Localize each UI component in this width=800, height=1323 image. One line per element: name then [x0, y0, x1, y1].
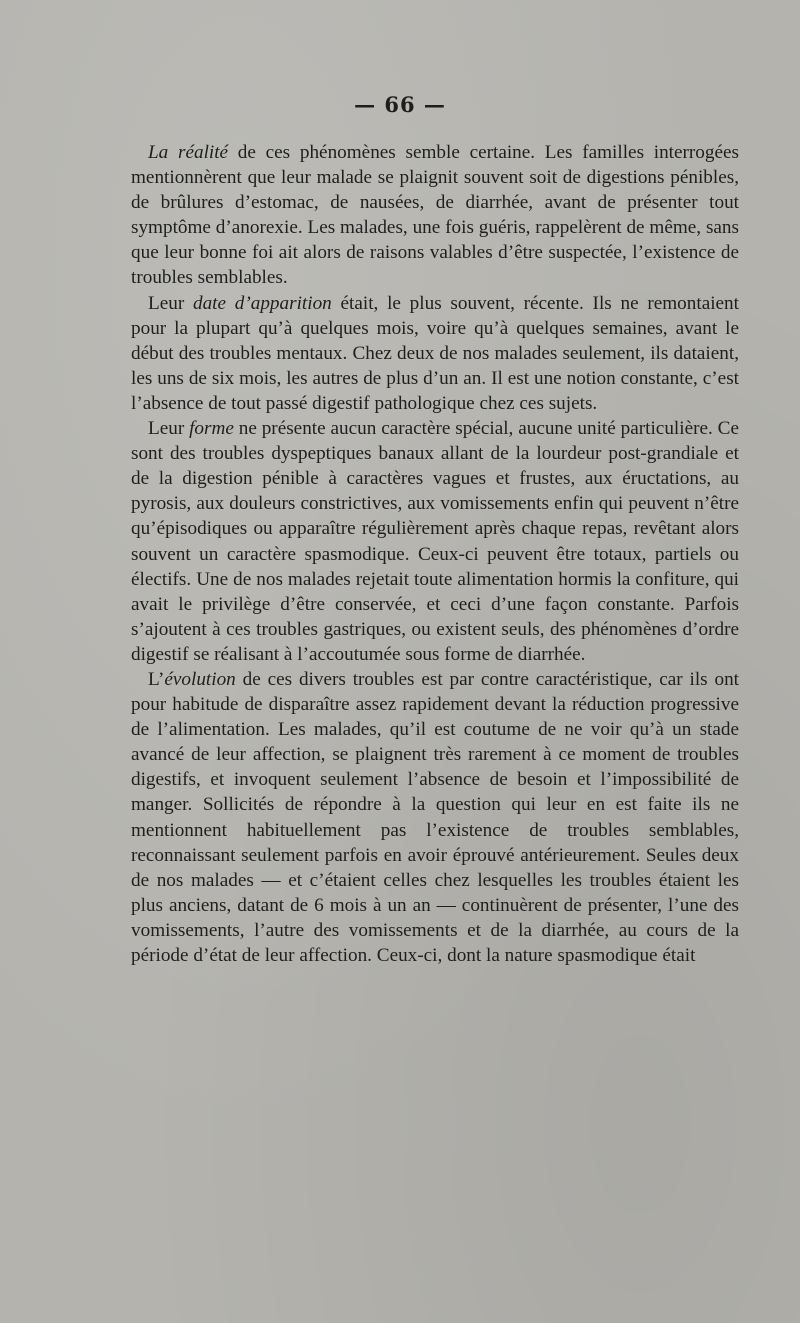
paragraph-onset — [131, 291, 739, 416]
paragraph-prefix: L’ — [148, 668, 165, 690]
paragraph-prefix: Leur — [148, 418, 190, 440]
page-number: — 66 — — [354, 92, 446, 117]
paragraph-reality — [131, 140, 739, 291]
paragraph-text: ne présente aucun caractère spécial, aucune unité particulière. Ce sont des troubles dyspeptiques banaux allant de la lourdeur post-grandiale et de la digestion pénible à caractères vagues et frustes, aux éructations, au pyrosis, aux douleurs constrictives, aux vomissements enfin qui peuvent n’être qu’épisodiques ou apparaître régulièrement après chaque repas, revêtant alors souvent un caractère spasmodique. Ceux-ci peuvent être totaux, partiels ou électifs. Une de nos malades rejetait toute alimentation hormis la confiture, qui avait le privilège d’être conservée, et ceci d’une façon constante. Parfois s’ajoutent à ces troubles gastriques, ou existent seuls, des phénomènes d’ordre digestif se réalisant à l’accoutumée sous forme de diarrhée. — [131, 418, 739, 665]
body-text — [131, 140, 739, 968]
italic-term: date d’apparition — [192, 292, 332, 314]
italic-term: évolution — [164, 668, 236, 690]
paragraph-form — [131, 416, 739, 667]
paragraph-prefix: Leur — [148, 292, 193, 314]
italic-term: La réalité — [148, 142, 229, 163]
paragraph-evolution — [131, 667, 739, 968]
paragraph-text: de ces phénomènes semble certaine. Les familles interrogées mentionnèrent que leur malade se plaignit souvent soit de digestions pénibles, de brûlures d’estomac, de nausées, de diarrhée, avant de présenter tout symptôme d’anorexie. Les malades, une fois guéris, rappelèrent de même, sans que leur bonne foi ait alors de raisons valables d’être suspectée, l’existence de troubles semblables. — [131, 142, 739, 289]
paragraph-text: était, le plus souvent, récente. Ils ne remontaient pour la plupart qu’à quelques mois, voire qu’à quelques semaines, avant le début des troubles mentaux. Chez deux de nos malades seulement, ils dataient, les uns de six mois, les autres de plus d’un an. Il est une notion constante, c’est l’absence de tout passé digestif pathologique chez ces sujets. — [131, 292, 739, 414]
paragraph-text: de ces divers troubles est par contre caractéristique, car ils ont pour habitude de disparaître assez rapidement devant la réduction progressive de l’alimentation. Les malades, qu’il est coutume de ne voir qu’à un stade avancé de leur affection, se plaignent très rarement à ce moment de troubles digestifs, et invoquent seulement l’absence de besoin et l’impossibilité de manger. Sollicités de répondre à la question qui leur en est faite ils ne mentionnent habituellement pas l’existence de troubles semblables, reconnaissant seulement parfois en avoir éprouvé antérieurement. Seules deux de nos malades — et c’étaient celles chez lesquelles les troubles étaient les plus anciens, datant de 6 mois à un an — continuèrent de présenter, l’une des vomissements, l’autre des vomissements et de la diarrhée, au cours de la période d’état de leur affection. Ceux-ci, dont la nature spasmodique était — [131, 668, 739, 966]
italic-term: forme — [189, 418, 234, 440]
